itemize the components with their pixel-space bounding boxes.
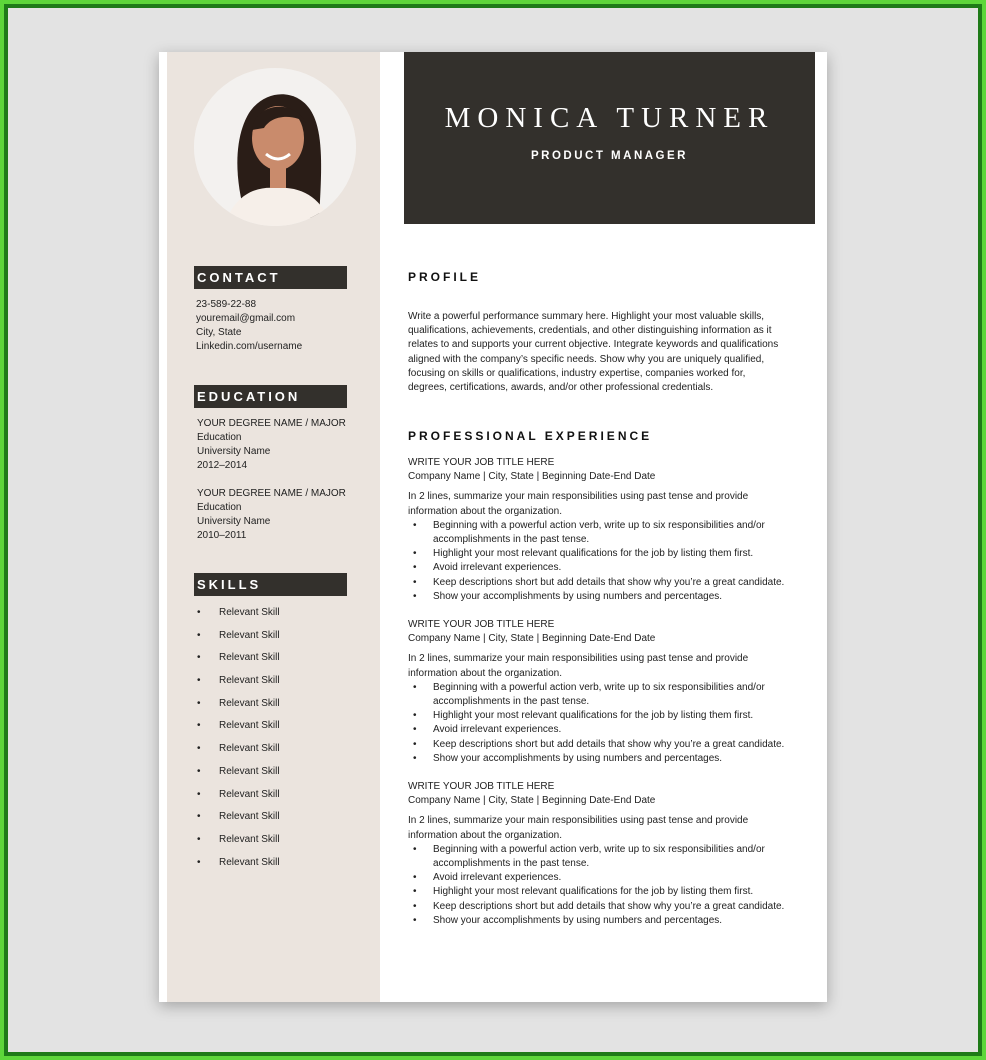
job-title: WRITE YOUR JOB TITLE HERE <box>408 457 555 468</box>
education-years: 2012–2014 <box>197 460 248 471</box>
job-bullet: • Beginning with a powerful action verb, write up to six responsibilities and/or accomplishments in the past tense. <box>408 843 818 871</box>
person-title: PRODUCT MANAGER <box>531 150 688 162</box>
job-bullet: • Keep descriptions short but add details that show why you’re a great candidate. <box>408 900 818 914</box>
degree-field: Education <box>197 432 242 443</box>
university-name: University Name <box>197 446 271 457</box>
job-company: Company Name | City, State | Beginning Date-End Date <box>408 471 656 483</box>
skill-item: • Relevant Skill <box>197 629 280 641</box>
job-entry <box>408 456 818 604</box>
job-entry <box>408 618 818 766</box>
skill-item: • Relevant Skill <box>197 652 280 664</box>
profile-heading: PROFILE <box>408 270 482 284</box>
job-bullet: • Highlight your most relevant qualifications for the job by listing them first. <box>408 885 818 899</box>
degree-name: YOUR DEGREE NAME / MAJOR <box>197 418 346 429</box>
job-entry <box>408 780 818 928</box>
skill-item: • Relevant Skill <box>197 811 280 823</box>
job-bullet: • Keep descriptions short but add details that show why you’re a great candidate. <box>408 576 818 590</box>
contact-linkedin: Linkedin.com/username <box>196 341 303 352</box>
profile-summary: Write a powerful performance summary here. Highlight your most valuable skills, qualifications, achievements, credentials, and other distinguishing information as it relates to and supports your current objective. Integrate keywords and qualifications aligned with the company’s specific needs. Show why you are uniquely qualified, focusing on skills or qualifications, industry expertise, companies worked for, degrees, certifications, awards, and/or other professional credentials. <box>408 311 779 394</box>
job-bullets <box>408 519 818 604</box>
contact-heading: CONTACT <box>194 266 347 289</box>
profile-photo <box>194 68 356 226</box>
skill-item: • Relevant Skill <box>197 675 280 687</box>
education-entry <box>197 487 346 543</box>
skills-list <box>197 605 280 877</box>
education-entry <box>197 417 346 473</box>
job-bullet: • Show your accomplishments by using numbers and percentages. <box>408 914 818 928</box>
degree-name: YOUR DEGREE NAME / MAJOR <box>197 488 346 499</box>
job-summary: information about the organization. <box>408 505 562 517</box>
job-bullet: • Highlight your most relevant qualifications for the job by listing them first. <box>408 709 818 723</box>
education-years: 2010–2011 <box>197 530 247 541</box>
job-bullet: • Show your accomplishments by using numbers and percentages. <box>408 590 818 604</box>
job-company: Company Name | City, State | Beginning Date-End Date <box>408 795 656 807</box>
job-summary: In 2 lines, summarize your main responsibilities using past tense and provide <box>408 653 749 665</box>
experience-heading: PROFESSIONAL EXPERIENCE <box>408 429 653 443</box>
university-name: University Name <box>197 516 271 527</box>
job-bullet: • Avoid irrelevant experiences. <box>408 561 818 575</box>
skill-item: • Relevant Skill <box>197 743 280 755</box>
name-header <box>404 52 815 224</box>
job-summary: information about the organization. <box>408 667 562 679</box>
contact-email: youremail@gmail.com <box>196 313 296 324</box>
job-bullet: • Beginning with a powerful action verb, write up to six responsibilities and/or accomplishments in the past tense. <box>408 519 818 547</box>
skill-item: • Relevant Skill <box>197 856 280 868</box>
skill-item: • Relevant Skill <box>197 720 280 732</box>
job-bullet: • Avoid irrelevant experiences. <box>408 871 818 885</box>
person-name: MONICA TURNER <box>444 102 775 134</box>
job-bullet: • Highlight your most relevant qualifications for the job by listing them first. <box>408 547 818 561</box>
job-summary: information about the organization. <box>408 829 562 841</box>
job-summary: In 2 lines, summarize your main responsibilities using past tense and provide <box>408 815 749 827</box>
job-bullet: • Beginning with a powerful action verb, write up to six responsibilities and/or accomplishments in the past tense. <box>408 681 818 709</box>
job-bullet: • Keep descriptions short but add details that show why you’re a great candidate. <box>408 738 818 752</box>
skill-item: • Relevant Skill <box>197 697 280 709</box>
contact-location: City, State <box>196 327 242 338</box>
skill-item: • Relevant Skill <box>197 833 280 845</box>
job-summary: In 2 lines, summarize your main responsibilities using past tense and provide <box>408 491 749 503</box>
skills-heading: SKILLS <box>194 573 347 596</box>
job-title: WRITE YOUR JOB TITLE HERE <box>408 781 555 792</box>
resume-page <box>159 52 827 1002</box>
skill-item: • Relevant Skill <box>197 607 280 618</box>
job-bullet: • Avoid irrelevant experiences. <box>408 723 818 737</box>
contact-phone: 23-589-22-88 <box>196 299 257 310</box>
skill-item: • Relevant Skill <box>197 788 280 800</box>
job-bullets <box>408 843 818 928</box>
job-title: WRITE YOUR JOB TITLE HERE <box>408 619 555 630</box>
education-heading: EDUCATION <box>194 385 347 408</box>
contact-info <box>196 298 302 354</box>
job-bullets <box>408 681 818 766</box>
degree-field: Education <box>197 502 242 513</box>
job-company: Company Name | City, State | Beginning Date-End Date <box>408 633 656 645</box>
skill-item: • Relevant Skill <box>197 765 280 777</box>
job-bullet: • Show your accomplishments by using numbers and percentages. <box>408 752 818 766</box>
